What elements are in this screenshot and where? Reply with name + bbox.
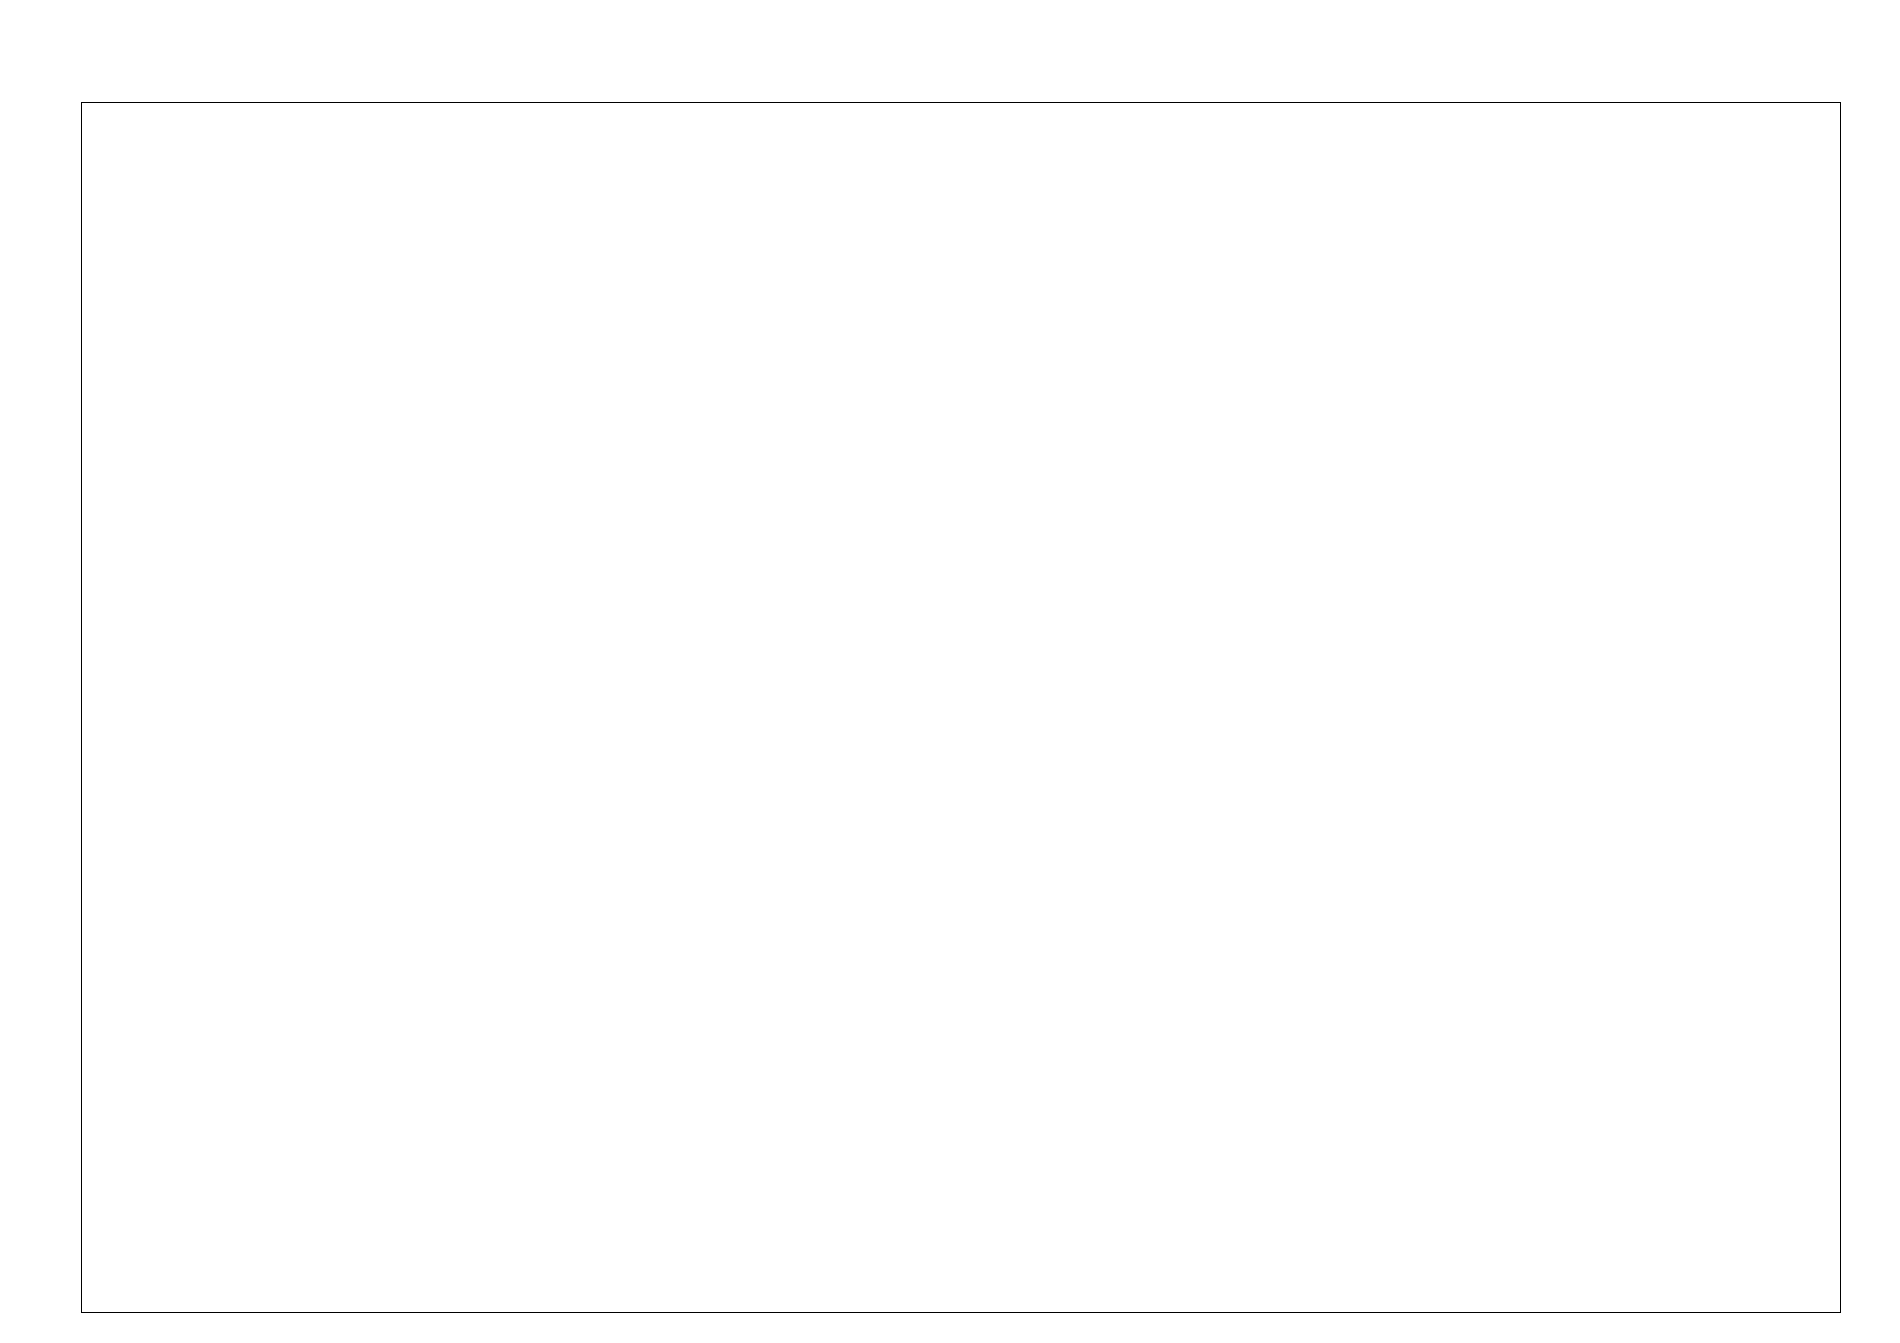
outer-frame (81, 102, 1841, 1313)
